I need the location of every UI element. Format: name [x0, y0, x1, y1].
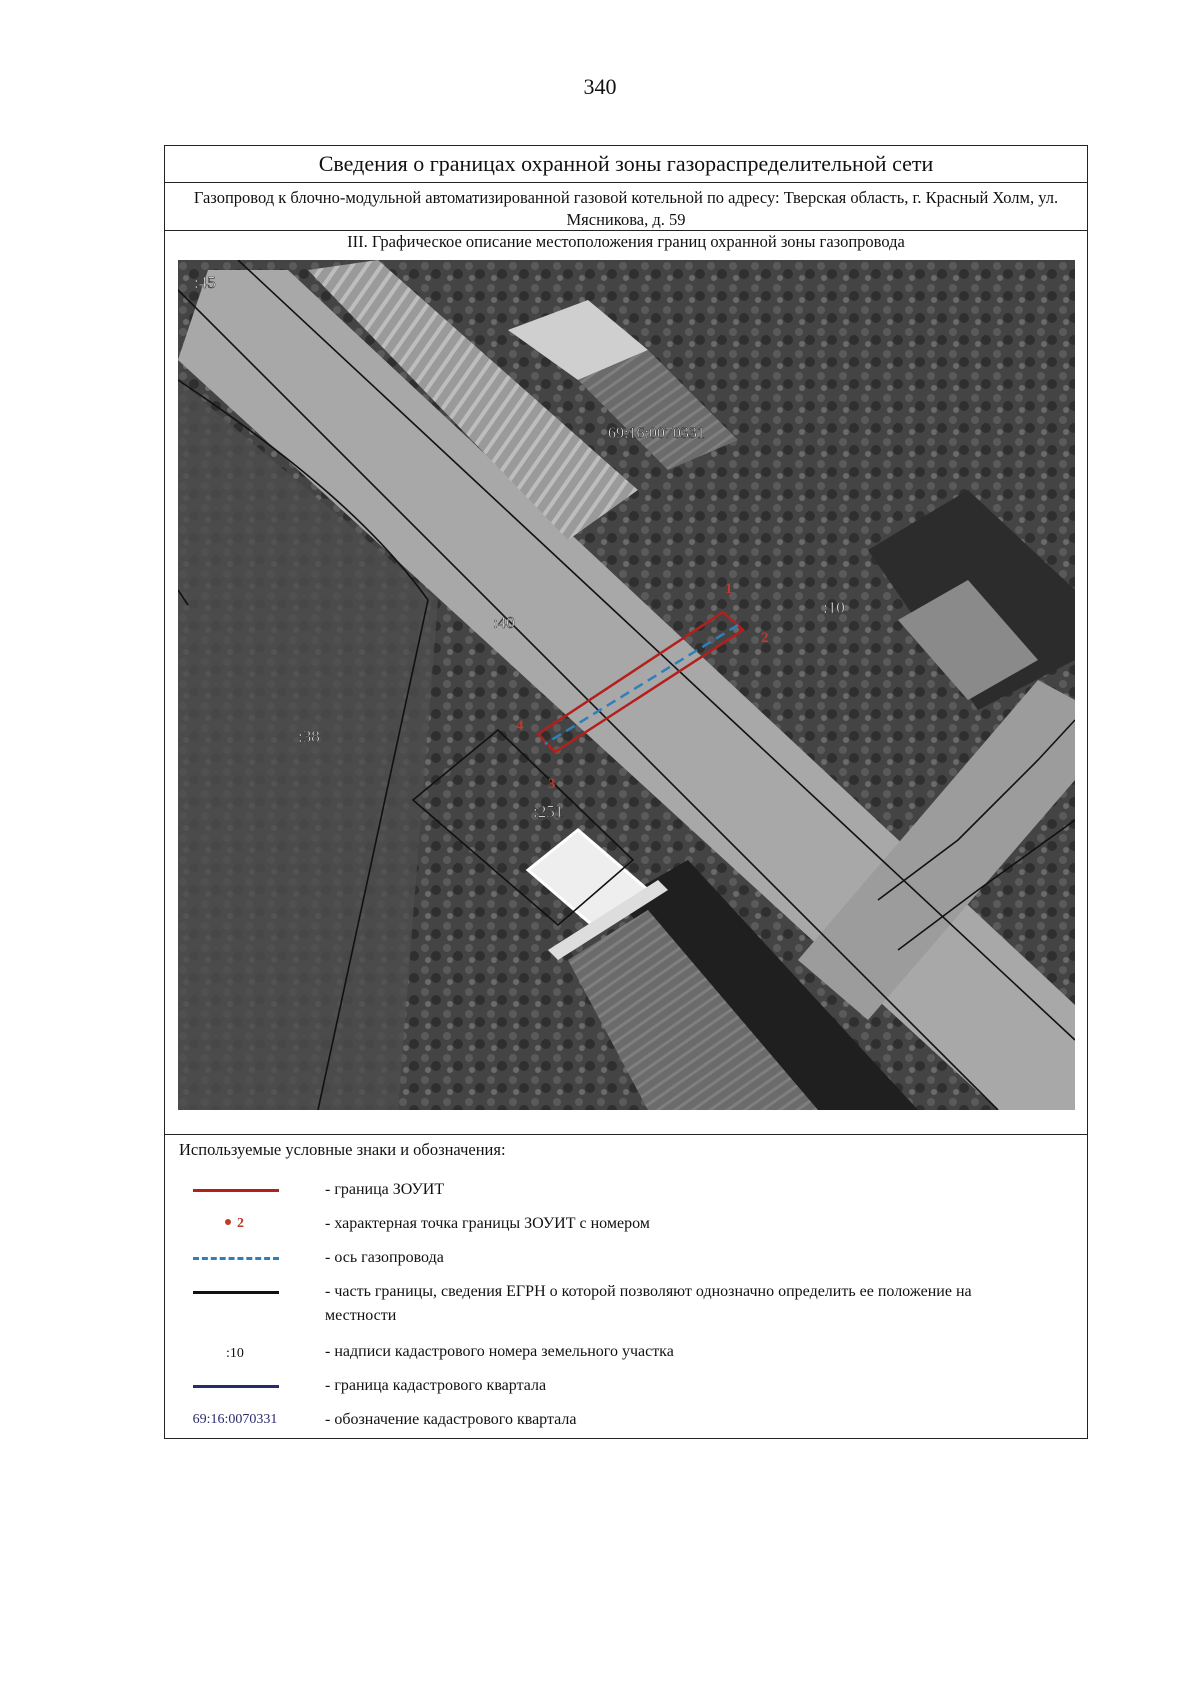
black-line-symbol — [185, 1278, 285, 1308]
legend-text: - характерная точка границы ЗОУИТ с номером — [325, 1215, 650, 1232]
legend-item-pipeline-axis — [165, 1244, 1087, 1274]
legend-text: - надписи кадастрового номера земельного участка — [325, 1343, 674, 1360]
parcel-label-251: :251 — [533, 802, 564, 821]
legend-text: - ось газопровода — [325, 1249, 444, 1266]
parcel-label-40: :40 — [493, 613, 515, 632]
legend-divider — [165, 1134, 1087, 1135]
legend-text: - граница ЗОУИТ — [325, 1181, 445, 1198]
red-line-symbol — [185, 1176, 285, 1206]
legend-item-boundary-point — [165, 1210, 1087, 1240]
legend-title: Используемые условные знаки и обозначения: — [179, 1140, 506, 1159]
protection-zone-sheet — [164, 145, 1088, 1439]
legend-item-quarter-boundary — [165, 1372, 1087, 1402]
navy-line-symbol — [185, 1372, 285, 1402]
legend-item-quarter-label — [165, 1406, 1087, 1436]
aerial-map — [178, 260, 1075, 1110]
object-description: Газопровод к блочно-модульной автоматизированной газовой котельной по адресу: Тверская область, г. Красный Холм, ул. Мясникова, д. 59 — [165, 183, 1087, 231]
boundary-point-3: 3 — [548, 776, 556, 792]
sheet-title: Сведения о границах охранной зоны газораспределительной сети — [165, 146, 1087, 183]
legend-text: - обозначение кадастрового квартала — [325, 1411, 577, 1428]
boundary-point-2: 2 — [761, 630, 769, 646]
boundary-point-1: 1 — [725, 581, 733, 597]
parcel-label-38: :38 — [298, 727, 320, 746]
legend-item-zone-boundary — [165, 1176, 1087, 1206]
page-number: 340 — [583, 74, 617, 99]
legend-text: - часть границы, сведения ЕГРН о которой позволяют однозначно определить ее положение на местности — [325, 1283, 972, 1324]
quarter-label-symbol: 69:16:0070331 — [192, 1412, 278, 1427]
legend-text: - граница кадастрового квартала — [325, 1377, 547, 1394]
parcel-label-10: :10 — [823, 598, 845, 617]
boundary-point-4: 4 — [516, 718, 524, 734]
blue-dashed-line-symbol — [185, 1244, 285, 1274]
section-heading: III. Графическое описание местоположения границ охранной зоны газопровода — [347, 232, 905, 251]
legend-item-parcel-boundary — [165, 1278, 1087, 1332]
red-point-symbol: 2 — [185, 1210, 285, 1240]
parcel-label-symbol: :10 — [226, 1346, 244, 1361]
legend-item-parcel-label — [165, 1338, 1087, 1368]
cadastral-quarter-label: 69:16:0070331 — [608, 425, 705, 442]
parcel-label-45: :45 — [194, 273, 216, 292]
